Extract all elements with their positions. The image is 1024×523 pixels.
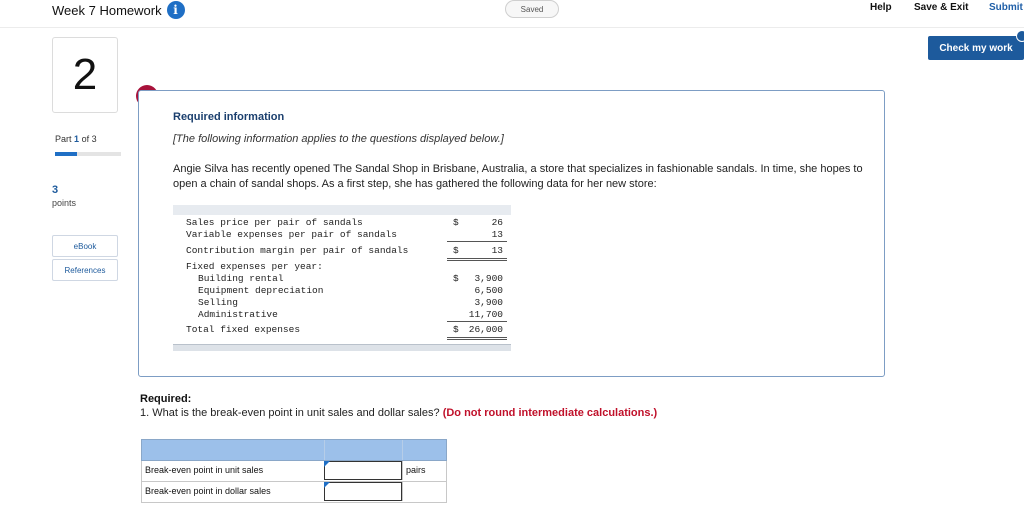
row-label: Fixed expenses per year:: [186, 261, 323, 272]
required-information-heading: Required information: [173, 111, 285, 123]
question-number[interactable]: 2: [52, 37, 118, 113]
points-value: 3: [52, 184, 59, 196]
answer-label: Break-even point in unit sales: [145, 465, 264, 475]
table-row: [173, 217, 511, 229]
ebook-button[interactable]: eBook: [52, 235, 118, 257]
row-dollar: $: [453, 245, 459, 256]
table-row: [173, 297, 511, 309]
row-value: 11,700: [468, 309, 503, 320]
row-label: Sales price per pair of sandals: [186, 217, 363, 228]
break-even-units-input[interactable]: [324, 461, 402, 480]
row-value: 26,000: [468, 324, 503, 335]
submit-link[interactable]: Submit: [989, 2, 1023, 13]
info-icon[interactable]: i: [167, 1, 185, 19]
part-progress-fill: [55, 152, 77, 156]
assignment-title: [52, 0, 185, 20]
row-dollar: $: [453, 273, 459, 284]
row-dollar: $: [453, 324, 459, 335]
table-row: [173, 309, 511, 321]
break-even-dollars-input[interactable]: [324, 482, 402, 501]
part-indicator: [55, 134, 97, 144]
answer-row: [141, 482, 447, 503]
input-flag-icon: [324, 461, 330, 467]
total-rule: [447, 337, 507, 338]
sandal-shop-data-table: [173, 205, 511, 353]
required-information-panel: [138, 90, 885, 377]
assignment-title-text: Week 7 Homework: [52, 2, 162, 18]
saved-status: Saved: [505, 0, 559, 18]
row-label: Equipment depreciation: [198, 285, 324, 296]
subtotal-rule: [447, 241, 507, 242]
part-progress-bar: [55, 152, 121, 156]
rounding-note: (Do not round intermediate calculations.): [442, 407, 658, 419]
row-label: Variable expenses per pair of sandals: [186, 229, 397, 240]
table-row: [173, 229, 511, 241]
table-row: [173, 245, 511, 257]
answer-row: [141, 461, 447, 482]
row-label: Administrative: [198, 309, 278, 320]
row-value: 3,900: [474, 297, 503, 308]
subtotal-rule: [447, 321, 507, 322]
question-text: [140, 407, 657, 419]
help-link[interactable]: Help: [870, 2, 892, 13]
points-label: points: [52, 198, 77, 208]
part-of: of 3: [81, 134, 97, 144]
intro-text: Angie Silva has recently opened The Sandal Shop in Brisbane, Australia, a store that specializes in fashionable sandals. In time, she hopes to open a chain of sandal shops. As a first step, she has gathered the following data for her new store:: [173, 163, 863, 190]
row-value: 13: [491, 245, 503, 256]
table-bottom-rule: [173, 344, 511, 351]
total-rule: [447, 258, 507, 259]
answer-unit: pairs: [402, 461, 446, 480]
input-flag-icon: [324, 482, 330, 488]
row-label: Building rental: [198, 273, 284, 284]
required-heading: Required:: [140, 393, 192, 405]
row-value: 13: [491, 229, 503, 240]
table-row: [173, 285, 511, 297]
table-row: [173, 324, 511, 336]
header-divider: [324, 440, 325, 460]
row-label: Contribution margin per pair of sandals: [186, 245, 409, 256]
applies-note: [The following information applies to the questions displayed below.]: [173, 133, 504, 145]
check-count-badge: [1016, 30, 1024, 42]
answer-table-header: [141, 439, 447, 461]
header-divider: [402, 440, 403, 460]
part-prefix: Part: [55, 134, 72, 144]
save-exit-link[interactable]: Save & Exit: [914, 2, 969, 13]
table-top-rule: [173, 205, 511, 215]
check-my-work-button[interactable]: Check my work: [928, 36, 1024, 60]
row-value: 6,500: [474, 285, 503, 296]
table-row: [173, 273, 511, 285]
answer-label: Break-even point in dollar sales: [145, 486, 271, 496]
references-button[interactable]: References: [52, 259, 118, 281]
row-label: Selling: [198, 297, 238, 308]
part-current: 1: [74, 134, 80, 144]
top-header: [0, 0, 1024, 28]
row-label: Total fixed expenses: [186, 324, 301, 335]
total-rule-double: [447, 339, 507, 340]
question-body: 1. What is the break-even point in unit sales and dollar sales?: [140, 407, 440, 419]
answer-unit: [402, 482, 446, 501]
row-value: 26: [491, 217, 503, 228]
row-dollar: $: [453, 217, 459, 228]
table-row: [173, 261, 511, 273]
row-value: 3,900: [474, 273, 503, 284]
